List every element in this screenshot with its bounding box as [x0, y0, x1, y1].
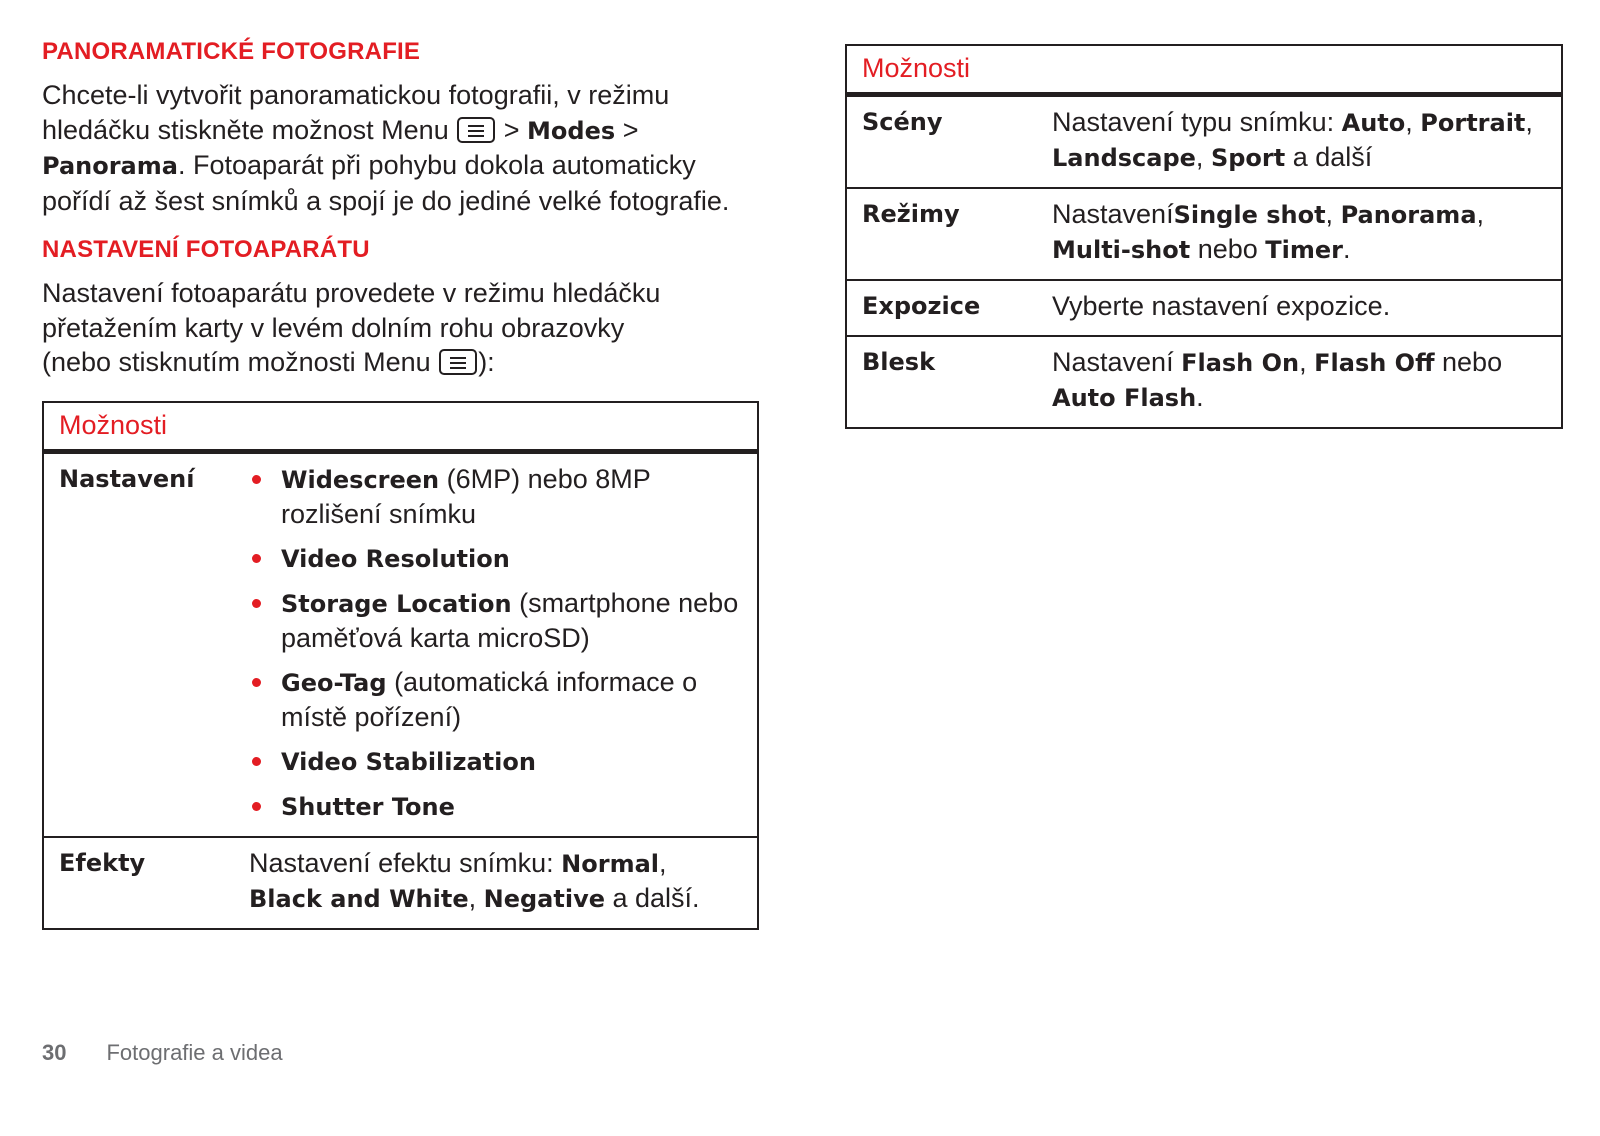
table-row: Režimy NastaveníSingle shot, Panorama, Multi-shot nebo Timer.	[846, 188, 1562, 280]
list-item: Storage Location (smartphone nebo paměťová karta microSD)	[249, 586, 742, 655]
panorama-paragraph: Chcete-li vytvořit panoramatickou fotografii, v režimu hledáčku stiskněte možnost Menu > Modes > Panorama. Fotoaparát při pohybu dokola automaticky pořídí až šest snímků a spojí je do jediné velké fotografie.	[42, 80, 730, 216]
row-key: Nastavení	[59, 465, 195, 493]
row-key: Expozice	[846, 280, 1037, 336]
footer-section: Fotografie a videa	[106, 1040, 283, 1065]
options-table-right	[845, 44, 1563, 429]
list-item: Widescreen (6MP) nebo 8MP rozlišení snímku	[249, 462, 742, 531]
row-key: Efekty	[43, 837, 234, 929]
row-key: Režimy	[846, 188, 1037, 280]
list-item: Video Resolution	[249, 541, 742, 576]
heading-panorama: PANORAMATICKÉ FOTOGRAFIE	[42, 38, 421, 65]
menu-icon	[457, 117, 495, 143]
list-item: Geo-Tag (automatická informace o místě pořízení)	[249, 665, 742, 734]
settings-paragraph: Nastavení fotoaparátu provedete v režimu hledáčku přetažením karty v levém dolním rohu obrazovky (nebo stisknutím možnosti Menu ):	[42, 278, 661, 377]
list-item: Video Stabilization	[249, 744, 742, 779]
list-item: Shutter Tone	[249, 789, 742, 824]
table-header: Možnosti	[43, 402, 758, 452]
row-key: Scény	[862, 108, 943, 136]
table-row: Blesk Nastavení Flash On, Flash Off nebo Auto Flash.	[846, 336, 1562, 428]
page-number: 30	[42, 1040, 67, 1065]
heading-camera-settings: NASTAVENÍ FOTOAPARÁTU	[42, 236, 370, 263]
page-footer	[42, 1040, 283, 1066]
table-row: Scény Nastavení typu snímku: Auto, Portrait, Landscape, Sport a další	[846, 95, 1562, 189]
row-key: Blesk	[846, 336, 1037, 428]
menu-icon	[439, 349, 477, 375]
table-header: Možnosti	[846, 45, 1562, 95]
settings-list	[249, 462, 742, 824]
table-row	[43, 452, 758, 838]
table-row: Efekty Nastavení efektu snímku: Normal, Black and White, Negative a další.	[43, 837, 758, 929]
options-table-left	[42, 401, 759, 930]
table-row: Expozice Vyberte nastavení expozice.	[846, 280, 1562, 336]
